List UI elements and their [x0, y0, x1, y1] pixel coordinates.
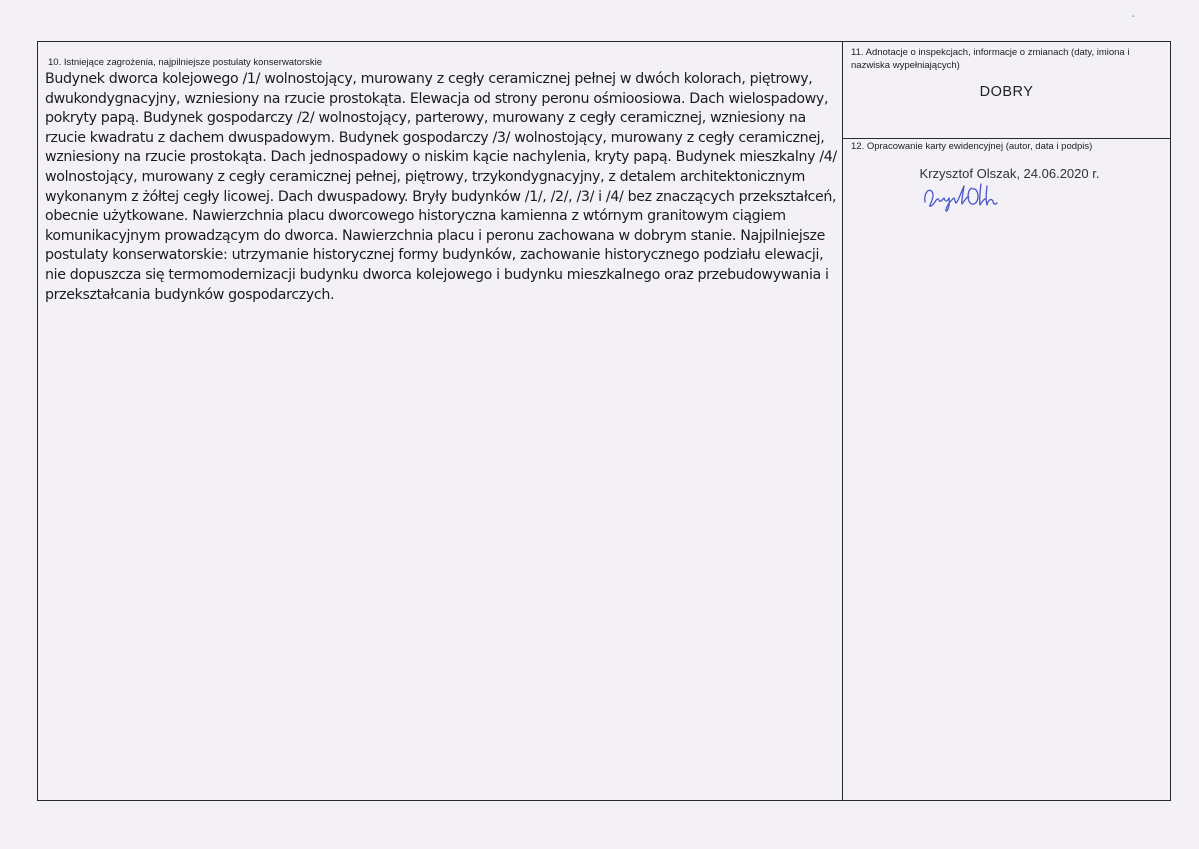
section-10-box [38, 42, 843, 800]
right-column [843, 42, 1170, 800]
section-11-value: DOBRY [979, 84, 1034, 100]
section-11-label: 11. Adnotacje o inspekcjach, informacje o zmianach (daty, imiona i nazwiska wypełniających) [851, 47, 1130, 71]
section-12-label: 12. Opracowanie karty ewidencyjnej (autor, data i podpis) [851, 141, 1093, 152]
handwritten-signature [917, 178, 1007, 218]
section-10-label: 10. Istniejące zagrożenia, najpilniejsze postulaty konserwatorskie [48, 57, 323, 68]
section-11-box [843, 42, 1170, 139]
record-card-frame [37, 41, 1171, 801]
section-10-text: Budynek dworca kolejowego /1/ wolnostojący, murowany z cegły ceramicznej pełnej w dwóch kolorach, piętrowy, dwukondygnacyjny, wzniesiony na rzucie prostokąta. Elewacja od strony peronu ośmioosiowa. Dach wielospadowy, pokryty papą. Budynek gospodarczy /2/ wolnostojący, parterowy, murowany z cegły ceramicznej, wzniesiony na rzucie kwadratu z dachem dwuspadowym. Budynek gospodarczy /3/ wolnostojący, murowany z cegły ceramicznej, wzniesiony na rzucie prostokąta. Dach jednospadowy o niskim kącie nachylenia, kryty papą. Budynek mieszkalny /4/ wolnostojący, murowany z cegły ceramicznej pełnej, piętrowy, trzykondygnacyjny, z detalem architektonicznym wykonanym z żółtej cegły licowej. Dach dwuspadowy. Bryły budynków /1/, /2/, /3/ i /4/ bez znaczących przekształceń, obecnie użytkowane. Nawierzchnia placu dworcowego historyczna kamienna z wtórnym granitowym ciągiem komunikacyjnym prowadzącym do dworca. Nawierzchnia placu i peronu zachowana w dobrym stanie. Najpilniejsze postulaty konserwatorskie: utrzymanie historycznej formy budynków, zachowanie historycznego podziału elewacji, nie dopuszcza się termomodernizacji budynku dworca kolejowego i budynku mieszkalnego oraz przebudowywania i przekształcania budynków gospodarczych. [45, 71, 837, 303]
scan-mark: - [1131, 11, 1135, 22]
section-12-value: Krzysztof Olszak, 24.06.2020 r. [919, 166, 1100, 181]
